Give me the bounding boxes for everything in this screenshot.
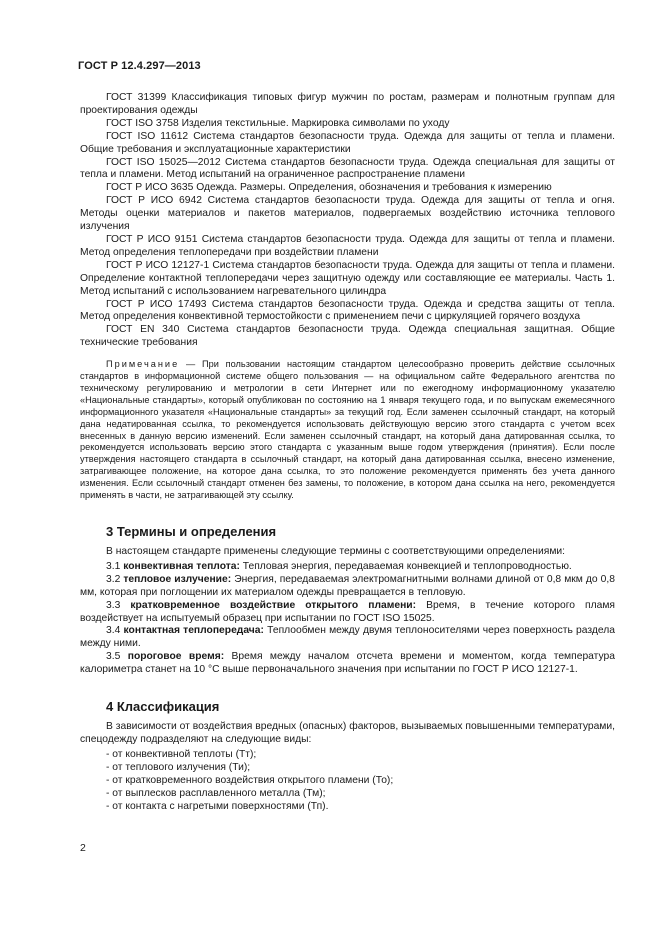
- term-def: Время между началом отсчета времени и моментом, когда температура калориметра станет на 10 °С выше первоначального значения при испытании по ГОСТ Р ИСО 12127-1.: [80, 651, 615, 676]
- section-3-heading: 3 Термины и определения: [106, 524, 277, 539]
- section-4: [80, 721, 615, 813]
- reference-item: ГОСТ Р ИСО 6942 Система стандартов безопасности труда. Одежда для защиты от тепла и огня. Методы оценки материалов и пакетов материалов, подвергаемых воздействию источника теплового излучения: [80, 195, 615, 233]
- list-item: - от контакта с нагретыми поверхностями (Тп).: [106, 800, 329, 812]
- term-name: конвективная теплота:: [123, 560, 240, 572]
- term-def: Теплообмен между двумя теплоносителями через поверхность раздела между ними.: [80, 625, 615, 650]
- section-3: [80, 546, 615, 677]
- term-number: 3.3: [106, 599, 131, 611]
- term-definition: [80, 574, 615, 600]
- reference-item: ГОСТ ISO 3758 Изделия текстильные. Маркировка символами по уходу: [106, 117, 450, 129]
- reference-item: ГОСТ ISO 15025—2012 Система стандартов безопасности труда. Одежда специальная для защиты от тепла и пламени. Метод испытаний на ограниченное распространение пламени: [80, 156, 615, 181]
- reference-item: ГОСТ Р ИСО 12127-1 Система стандартов безопасности труда. Одежда для защиты от тепла и пламени. Определение контактной теплопередачи через защитную одежду или составляющие ее материалы. Часть 1. Метод испытаний с использованием нагревательного цилиндра: [80, 259, 615, 297]
- section-4-intro: В зависимости от воздействия вредных (опасных) факторов, вызываемых повышенными температурами, спецодежду подразделяют на следующие виды:: [80, 721, 615, 745]
- normative-references: [80, 92, 615, 350]
- page-number: 2: [80, 842, 86, 854]
- list-item: - от теплового излучения (Ти);: [106, 761, 251, 773]
- section-4-heading: 4 Классификация: [106, 699, 220, 715]
- term-def: Энергия, передаваемая электромагнитными волнами длиной от 0,8 мкм до 0,8 мм, которая при поглощении их материалом одежды превращается в тепловую.: [80, 573, 615, 598]
- note-label: Примечание: [106, 359, 180, 370]
- reference-item: ГОСТ 31399 Классификация типовых фигур мужчин по ростам, размерам и полнотным группам для проектирования одежды: [80, 92, 615, 116]
- note-text: — При пользовании настоящим стандартом целесообразно проверить действие ссылочных стандартов в информационной системе общего пользования — на официальном сайте Федерального агентства по техническому регулированию и метрологии в сети Интернет или по ежегодному информационному указателю «Национальные стандарты», который опубликован по состоянию на 1 января текущего года, и по выпускам ежемесячного информационного указателя «Национальные стандарты» за текущий год. Если заменен ссылочный стандарт, на который дана недатированная ссылка, то рекомендуется использовать действующую версию этого стандарта с учетом всех внесенных в данную версию изменений. Если заменен ссылочный стандарт, на который дана датированная ссылка, то рекомендуется использовать версию этого стандарта с указанным выше годом утверждения (принятия). Если после утверждения настоящего стандарта в ссылочный стандарт, на который дана датированная ссылка, внесено изменение, затрагивающее положение, на которое дана ссылка, то это положение рекомендуется применять без учета данного изменения. Если ссылочный стандарт отменен без замены, то положение, в котором дана ссылка на него, рекомендуется применять в части, не затрагивающей эту ссылку.: [80, 359, 615, 501]
- classification-list: [80, 749, 615, 814]
- term-name: кратковременное воздействие открытого пламени:: [130, 599, 417, 611]
- term-name: контактная теплопередача:: [123, 625, 264, 637]
- term-number: 3.5: [106, 651, 128, 663]
- term-definition: [80, 561, 615, 574]
- page-content: [80, 92, 615, 813]
- reference-item: ГОСТ Р ИСО 3635 Одежда. Размеры. Определения, обозначения и требования к измерению: [106, 182, 552, 194]
- term-number: 3.1: [106, 560, 124, 572]
- term-number: 3.2: [106, 573, 124, 585]
- list-item: - от конвективной теплоты (Тт);: [106, 748, 257, 760]
- note-block: [80, 359, 615, 502]
- section-3-intro: В настоящем стандарте применены следующие термины с соответствующими определениями:: [106, 546, 566, 557]
- term-number: 3.4: [106, 625, 124, 637]
- term-definition: [80, 600, 615, 626]
- reference-item: ГОСТ ISO 11612 Система стандартов безопасности труда. Одежда для защиты от тепла и пламени. Общие требования и эксплуатационные характеристики: [80, 130, 615, 155]
- term-definition: [80, 625, 615, 651]
- page-header: ГОСТ Р 12.4.297—2013: [78, 60, 201, 72]
- term-def: Тепловая энергия, передаваемая конвекцией и теплопроводностью.: [239, 560, 572, 572]
- term-definition: [80, 651, 615, 677]
- reference-item: ГОСТ EN 340 Система стандартов безопасности труда. Одежда специальная защитная. Общие технические требования: [80, 324, 615, 349]
- reference-item: ГОСТ Р ИСО 17493 Система стандартов безопасности труда. Одежда и средства защиты от тепла. Метод определения конвективной термостойкости с применением печи с циркуляцией горячего воздуха: [80, 298, 615, 323]
- term-def: Время, в течение которого пламя воздействует на испытуемый образец при испытании по ГОСТ ISO 15025.: [80, 599, 615, 624]
- list-item: - от выплесков расплавленного металла (Тм);: [106, 787, 326, 799]
- term-name: тепловое излучение:: [123, 573, 232, 585]
- reference-item: ГОСТ Р ИСО 9151 Система стандартов безопасности труда. Одежда для защиты от тепла и пламени. Метод определения теплопередачи при воздействии пламени: [80, 233, 615, 258]
- list-item: - от кратковременного воздействия открытого пламени (То);: [106, 774, 394, 786]
- term-name: пороговое время:: [127, 651, 225, 663]
